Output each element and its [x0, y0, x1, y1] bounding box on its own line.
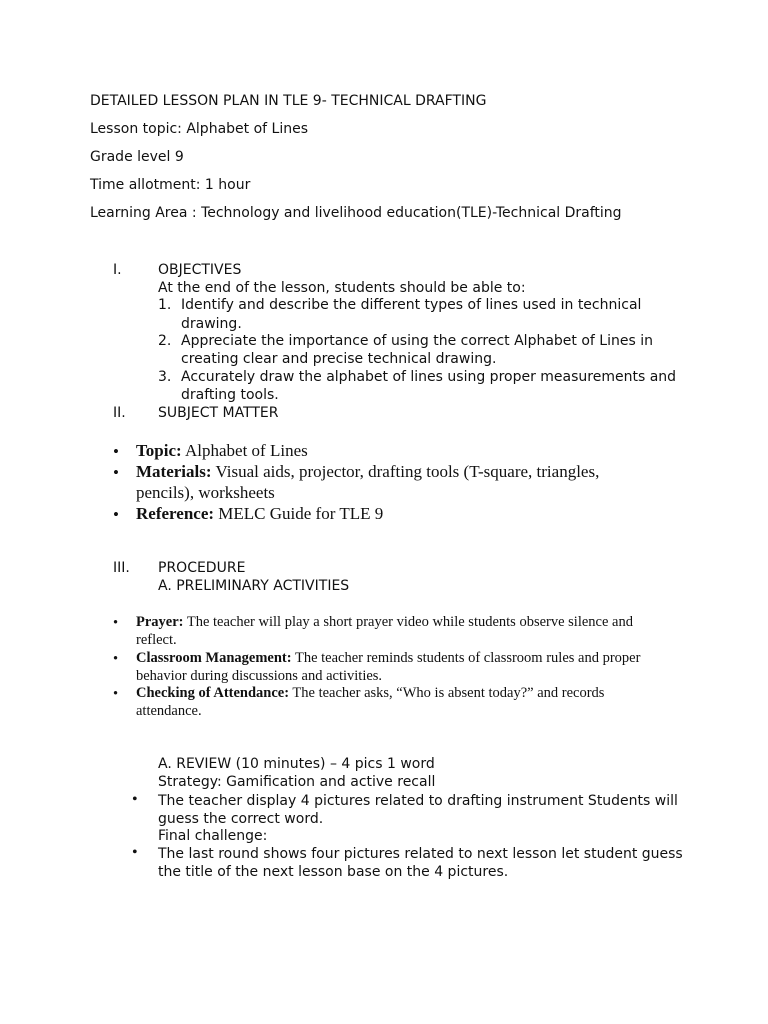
final-challenge-label: Final challenge:	[158, 828, 268, 844]
bullet-icon: •	[113, 615, 119, 631]
review-bullet-1: The teacher display 4 pictures related to drafting instrument Students will	[158, 793, 678, 809]
section-numeral-2: II.	[113, 405, 126, 421]
activity-label: Prayer:	[136, 614, 184, 630]
lesson-topic: Lesson topic: Alphabet of Lines	[90, 121, 308, 137]
subject-item-materials	[136, 462, 599, 482]
objective-number: 2.	[158, 333, 172, 349]
procedure-heading: PROCEDURE	[158, 560, 246, 576]
activity-text: The teacher will play a short prayer video while students observe silence and	[183, 614, 633, 630]
review-bullet-2: The last round shows four pictures related to next lesson let student guess	[158, 846, 683, 862]
review-heading: A. REVIEW (10 minutes) – 4 pics 1 word	[158, 756, 435, 772]
objective-item: Accurately draw the alphabet of lines using proper measurements and	[181, 369, 677, 385]
bullet-icon: •	[113, 651, 119, 667]
objective-number: 1.	[158, 297, 172, 313]
objectives-intro: At the end of the lesson, students should be able to:	[158, 280, 526, 296]
document-title: DETAILED LESSON PLAN IN TLE 9- TECHNICAL DRAFTING	[90, 93, 487, 109]
activity-attendance-cont: attendance.	[136, 703, 202, 719]
bullet-icon: •	[132, 844, 138, 861]
bullet-icon: •	[113, 505, 119, 524]
section-numeral-3: III.	[113, 560, 130, 576]
activity-prayer	[136, 614, 633, 631]
bullet-icon: •	[113, 686, 119, 702]
activity-label: Checking of Attendance:	[136, 685, 290, 701]
subject-item-topic	[136, 441, 308, 461]
review-bullet-1-cont: guess the correct word.	[158, 811, 324, 827]
subject-matter-heading: SUBJECT MATTER	[158, 405, 279, 421]
grade-level: Grade level 9	[90, 149, 184, 165]
item-text: Alphabet of Lines	[181, 441, 308, 460]
objective-item-cont: drawing.	[181, 316, 242, 332]
activity-label: Classroom Management:	[136, 650, 292, 666]
activity-classroom-management	[136, 650, 640, 667]
objective-item: Identify and describe the different types of lines used in technical	[181, 297, 642, 313]
item-label: Reference:	[136, 504, 215, 523]
activity-text: The teacher asks, “Who is absent today?” and records	[289, 685, 605, 701]
activity-classroom-management-cont: behavior during discussions and activities.	[136, 668, 383, 684]
subject-item-reference	[136, 504, 383, 524]
objective-item-cont: drafting tools.	[181, 387, 279, 403]
preliminary-activities-heading: A. PRELIMINARY ACTIVITIES	[158, 578, 350, 594]
section-numeral-1: I.	[113, 262, 122, 278]
item-label: Materials:	[136, 462, 212, 481]
learning-area: Learning Area : Technology and livelihood education(TLE)-Technical Drafting	[90, 205, 622, 221]
item-text: Visual aids, projector, drafting tools (T-square, triangles,	[211, 462, 600, 481]
time-allotment: Time allotment: 1 hour	[90, 177, 251, 193]
review-strategy: Strategy: Gamification and active recall	[158, 774, 436, 790]
bullet-icon: •	[113, 442, 119, 461]
activity-text: The teacher reminds students of classroom rules and proper	[291, 650, 641, 666]
objective-item-cont: creating clear and precise technical drawing.	[181, 351, 497, 367]
objective-item: Appreciate the importance of using the correct Alphabet of Lines in	[181, 333, 653, 349]
subject-item-materials-cont: pencils), worksheets	[136, 483, 275, 502]
review-bullet-2-cont: the title of the next lesson base on the 4 pictures.	[158, 864, 509, 880]
item-label: Topic:	[136, 441, 182, 460]
activity-prayer-cont: reflect.	[136, 632, 177, 648]
bullet-icon: •	[113, 463, 119, 482]
item-text: MELC Guide for TLE 9	[214, 504, 384, 523]
bullet-icon: •	[132, 791, 138, 808]
objective-number: 3.	[158, 369, 172, 385]
activity-attendance	[136, 685, 604, 702]
objectives-heading: OBJECTIVES	[158, 262, 242, 278]
